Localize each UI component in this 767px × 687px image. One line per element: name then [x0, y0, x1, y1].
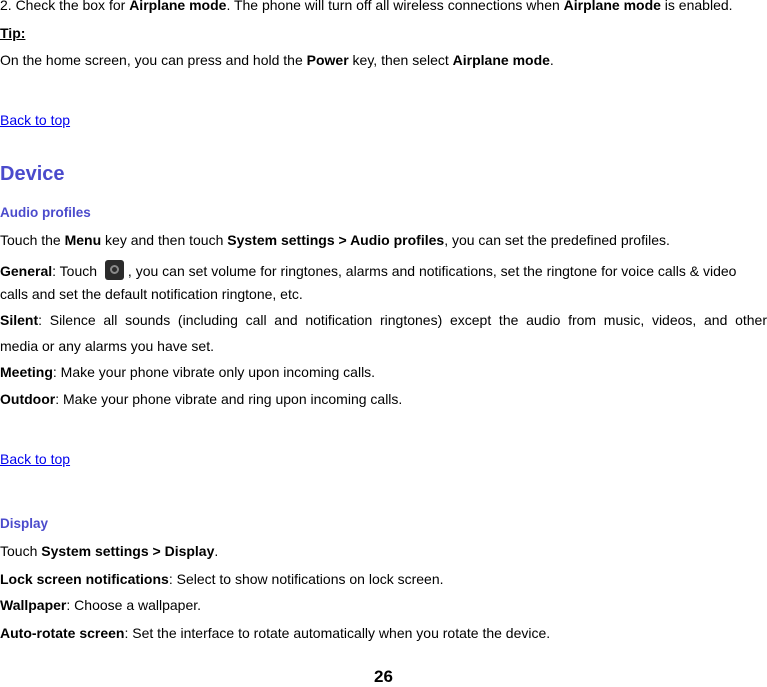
back-to-top-link-2[interactable]: Back to top [0, 451, 71, 467]
outdoor-profile-text: Outdoor: Make your phone vibrate and ring upon incoming calls. [0, 391, 403, 407]
tip-text: On the home screen, you can press and hold the Power key, then select Airplane mode. [0, 52, 554, 68]
meeting-profile-text: Meeting: Make your phone vibrate only upon incoming calls. [0, 364, 376, 380]
back-to-top-link[interactable]: Back to top [0, 112, 71, 128]
lock-screen-notifications-text: Lock screen notifications: Select to show notifications on lock screen. [0, 571, 444, 587]
display-intro-text: Touch System settings > Display. [0, 543, 219, 559]
audio-intro-text: Touch the Menu key and then touch System settings > Audio profiles, you can set the predefined profiles. [0, 232, 670, 248]
silent-profile-text: Silent: Silence all sounds (including call and notification ringtones) except the audio from music, videos, and other [0, 312, 767, 328]
display-heading: Display [0, 516, 49, 531]
silent-profile-text-cont: media or any alarms you have set. [0, 338, 214, 354]
general-profile-text-cont: calls and set the default notification ringtone, etc. [0, 286, 303, 302]
tip-label: Tip: [0, 25, 26, 41]
general-profile-text: General: Touch , you can set volume for ringtones, alarms and notifications, set the ringtone for voice calls & video [0, 260, 736, 280]
wallpaper-text: Wallpaper: Choose a wallpaper. [0, 597, 202, 613]
page-number: 26 [374, 667, 393, 686]
airplane-step-text: 2. Check the box for Airplane mode. The phone will turn off all wireless connections when Airplane mode is enabled. [0, 0, 733, 13]
audio-profiles-heading: Audio profiles [0, 205, 91, 220]
auto-rotate-text: Auto-rotate screen: Set the interface to rotate automatically when you rotate the device. [0, 625, 551, 641]
device-heading: Device [0, 163, 65, 185]
settings-icon [105, 260, 124, 280]
